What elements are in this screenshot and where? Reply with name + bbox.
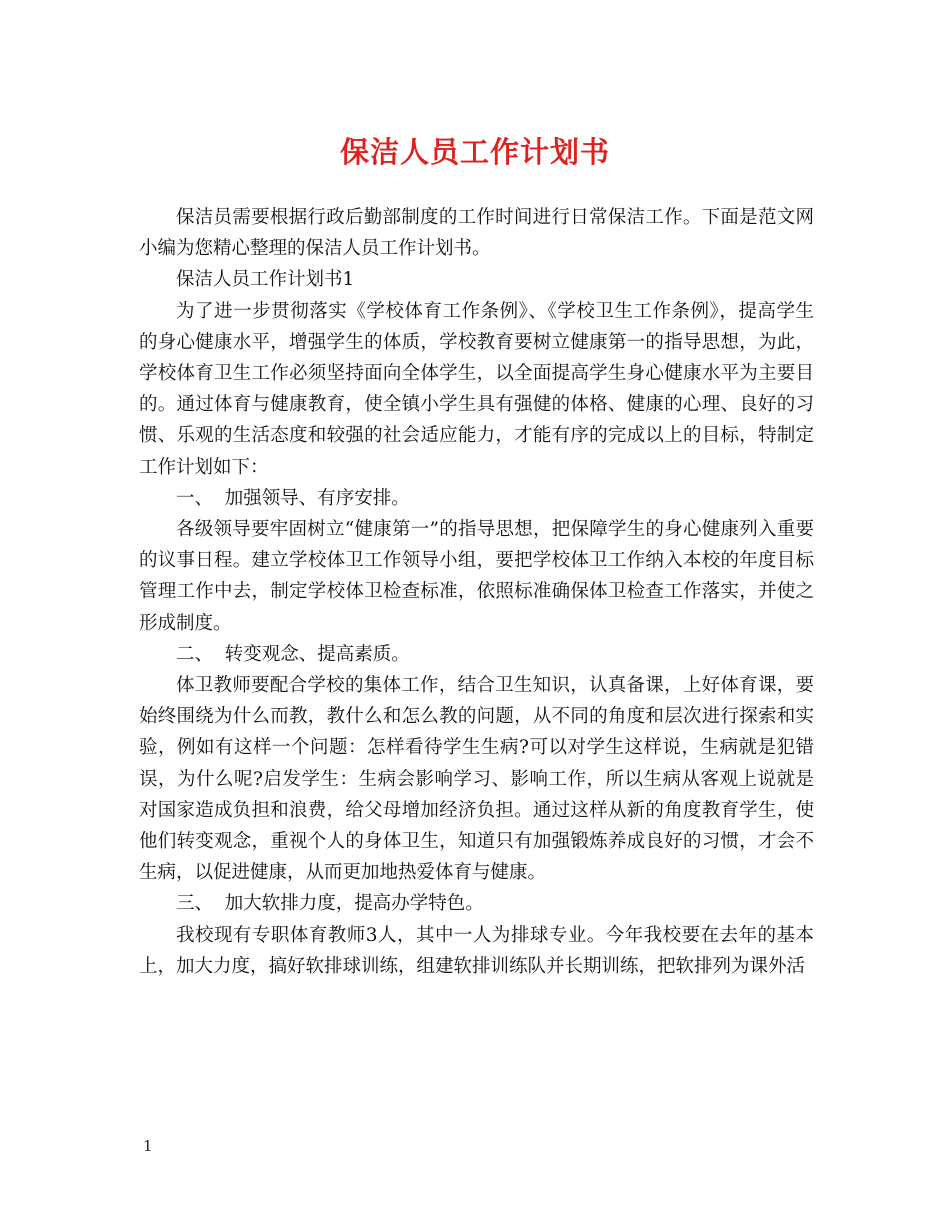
body-paragraph-concepts: 体卫教师要配合学校的集体工作，结合卫生知识，认真备课，上好体育课，要始终围绕为什么而教，教什么和怎么教的问题，从不同的角度和层次进行探索和实验，例如有这样一个问题：怎样看待学生生病?可以对学生这样说，生病就是犯错误，为什么呢?启发学生：生病会影响学习、影响工作，所以生病从客观上说就是对国家造成负担和浪费，给父母增加经济负担。通过这样从新的角度教育学生，使他们转变观念，重视个人的身体卫生，知道只有加强锻炼养成良好的习惯，才会不生病，以促进健康，从而更加地热爱体育与健康。 (139, 675, 814, 884)
section-heading-two: 二、 转变观念、提高素质。 (176, 643, 410, 665)
body-paragraph-leadership: 各级领导要牢固树立“健康第一”的指导思想，把保障学生的身心健康列入重要的议事日程。建立学校体卫工作领导小组，要把学校体卫工作纳入本校的年度目标管理工作中去，制定学校体卫检查标准，依照标准确保体卫检查工作落实，并使之形成制度。 (139, 519, 814, 634)
section-heading-plan-1: 保洁人员工作计划书1 (176, 269, 355, 291)
document-body (139, 202, 814, 982)
intro-paragraph: 保洁员需要根据行政后勤部制度的工作时间进行日常保洁工作。下面是范文网小编为您精心整理的保洁人员工作计划书。 (139, 207, 814, 260)
section-heading-one: 一、 加强领导、有序安排。 (176, 487, 410, 509)
page-number: 1 (143, 1137, 153, 1155)
document-title: 保洁人员工作计划书 (339, 135, 610, 169)
body-paragraph-purpose: 为了进一步贯彻落实《学校体育工作条例》、《学校卫生工作条例》，提高学生的身心健康水平，增强学生的体质，学校教育要树立健康第一的指导思想，为此，学校体育卫生工作必须坚持面向全体学生，以全面提高学生身心健康水平为主要目的。通过体育与健康教育，使全镇小学生具有强健的体格、健康的心理、良好的习惯、乐观的生活态度和较强的社会适应能力，才能有序的完成以上的目标，特制定工作计划如下： (139, 300, 814, 478)
section-heading-three: 三、 加大软排力度，提高办学特色。 (176, 893, 484, 915)
body-paragraph-volleyball: 我校现有专职体育教师3人，其中一人为排球专业。今年我校要在去年的基本上，加大力度，搞好软排球训练，组建软排训练队并长期训练，把软排列为课外活 (139, 924, 814, 977)
